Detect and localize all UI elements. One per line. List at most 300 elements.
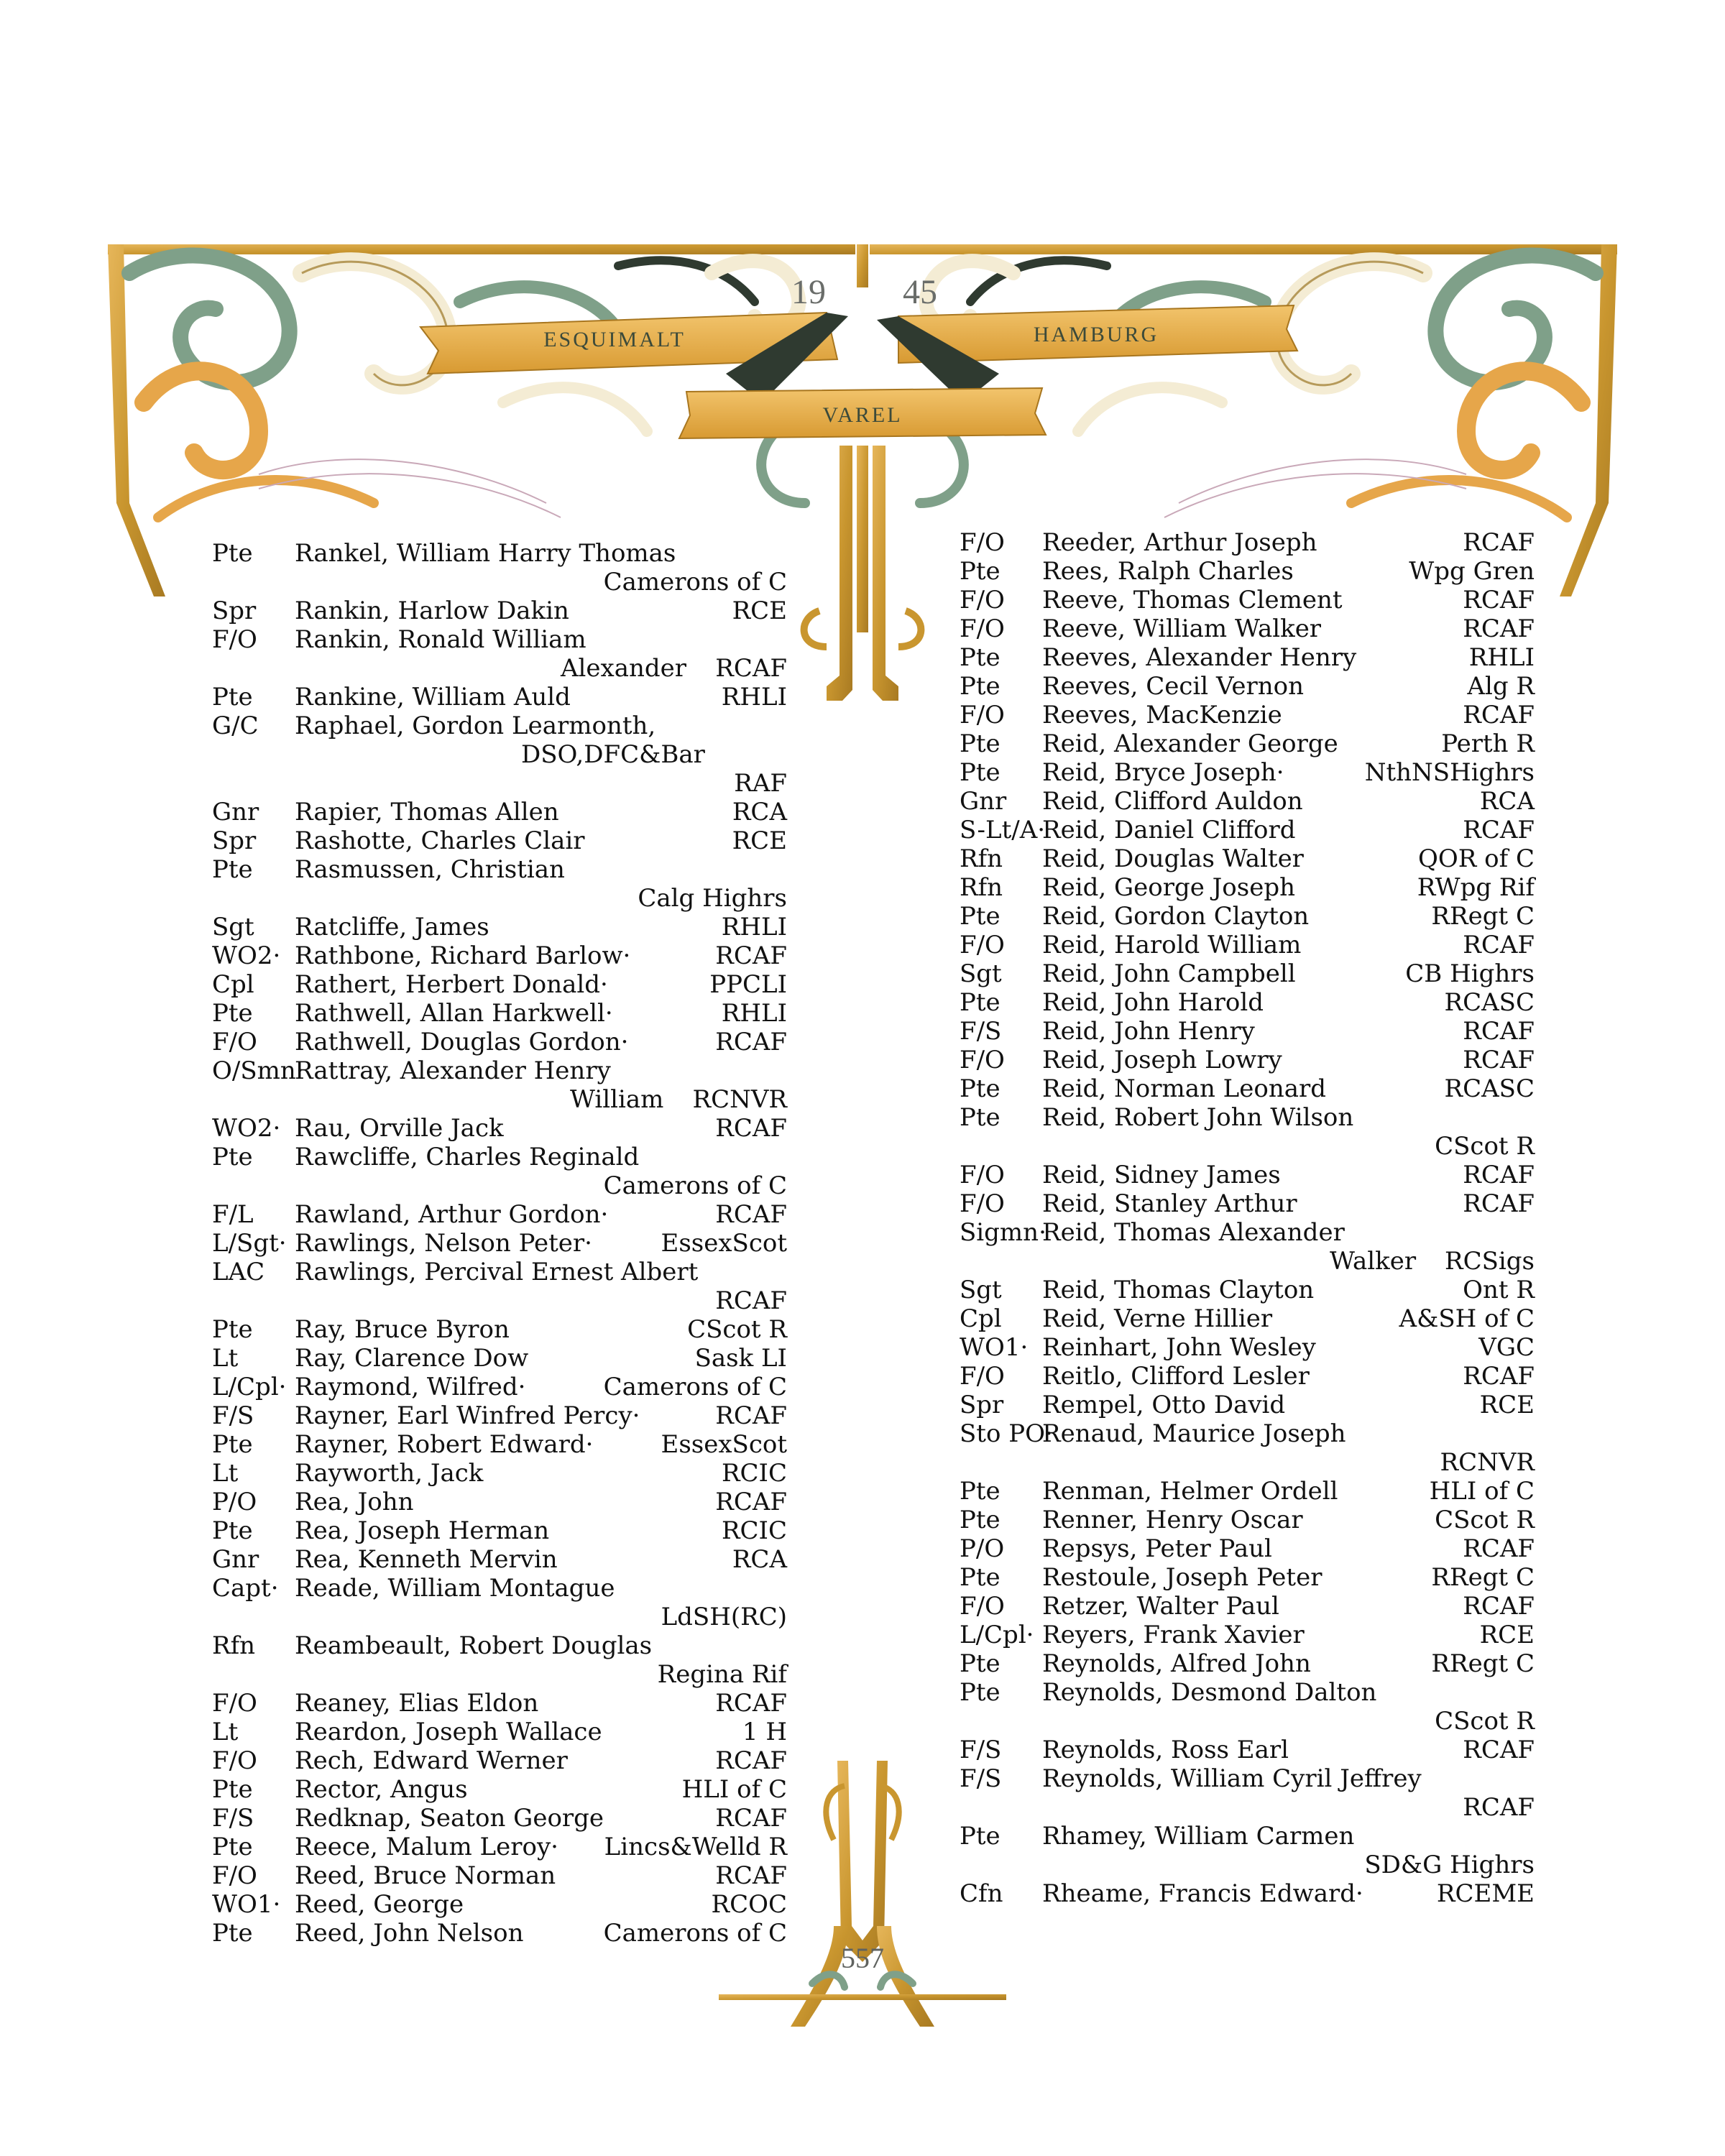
entry-unit: RCA bbox=[732, 798, 787, 826]
entry-unit: RCAF bbox=[715, 1028, 787, 1056]
honour-roll-entry bbox=[212, 1545, 787, 1574]
honour-roll-entry bbox=[212, 1229, 787, 1258]
entry-unit: QOR of C bbox=[1417, 844, 1535, 873]
entry-name: Reid, Joseph Lowry bbox=[1042, 1046, 1282, 1074]
entry-name: Reid, Verne Hillier bbox=[1042, 1304, 1273, 1333]
entry-unit: SD&G Highrs bbox=[1364, 1851, 1535, 1879]
entry-unit: CB Highrs bbox=[1405, 959, 1535, 988]
entry-rank: F/O bbox=[960, 1362, 1005, 1391]
entry-rank: Pte bbox=[212, 1143, 253, 1171]
entry-name: Renner, Henry Oscar bbox=[1042, 1506, 1303, 1534]
entry-rank: F/O bbox=[960, 1592, 1005, 1621]
entry-name: Redknap, Seaton George bbox=[295, 1804, 604, 1833]
entry-rank: Pte bbox=[212, 1516, 253, 1545]
entry-name-continued: Walker bbox=[1330, 1247, 1417, 1276]
entry-name: Rempel, Otto David bbox=[1042, 1391, 1286, 1419]
entry-name: Rau, Orville Jack bbox=[295, 1114, 504, 1143]
entry-rank: Pte bbox=[960, 1678, 1000, 1707]
entry-unit: RCA bbox=[1479, 787, 1535, 816]
entry-rank: Sgt bbox=[212, 913, 254, 941]
entry-unit: Camerons of C bbox=[603, 1919, 787, 1948]
entry-name: Rawland, Arthur Gordon· bbox=[295, 1200, 609, 1229]
entry-unit: RCE bbox=[1479, 1621, 1535, 1649]
right-scroll-ornament bbox=[970, 256, 1596, 517]
entry-name: Rhamey, William Carmen bbox=[1042, 1822, 1355, 1851]
entry-rank: F/O bbox=[960, 931, 1005, 959]
entry-rank: Pte bbox=[960, 1563, 1000, 1592]
entry-rank: Pte bbox=[212, 1833, 253, 1861]
entry-name: Reid, Gordon Clayton bbox=[1042, 902, 1310, 931]
entry-rank: Pte bbox=[960, 557, 1000, 586]
entry-unit: HLI of C bbox=[1429, 1477, 1535, 1506]
entry-unit: Calg Highrs bbox=[638, 884, 787, 913]
left-scroll-ornament bbox=[129, 256, 755, 517]
honour-roll-entry bbox=[212, 1056, 787, 1114]
entry-unit: RAF bbox=[734, 769, 787, 798]
honour-roll-entry bbox=[960, 787, 1535, 816]
entry-name: Rankin, Harlow Dakin bbox=[295, 596, 569, 625]
entry-rank: Lt bbox=[212, 1344, 239, 1373]
honour-roll-entry bbox=[212, 1746, 787, 1775]
entry-unit: RCIC bbox=[721, 1459, 787, 1488]
entry-rank: F/O bbox=[960, 614, 1005, 643]
ribbon-label-varel: VAREL bbox=[822, 403, 903, 427]
honour-roll-entry bbox=[212, 1200, 787, 1229]
entry-unit: VGC bbox=[1478, 1333, 1535, 1362]
honour-roll-entry bbox=[960, 1419, 1535, 1477]
honour-roll-entry bbox=[960, 1304, 1535, 1333]
entry-name: Ray, Clarence Dow bbox=[295, 1344, 529, 1373]
honour-roll-entry bbox=[960, 844, 1535, 873]
entry-name: Reyers, Frank Xavier bbox=[1042, 1621, 1305, 1649]
honour-roll-entry bbox=[960, 528, 1535, 557]
entry-name: Reed, John Nelson bbox=[295, 1919, 524, 1948]
entry-name: Reambeault, Robert Douglas bbox=[295, 1631, 653, 1660]
entry-name: Reid, Daniel Clifford bbox=[1042, 816, 1296, 844]
honour-roll-entry bbox=[960, 729, 1535, 758]
honour-roll-entry bbox=[960, 1563, 1535, 1592]
entry-name: Ratcliffe, James bbox=[295, 913, 489, 941]
entry-rank: O/Smn· bbox=[212, 1056, 304, 1085]
honour-roll-entry bbox=[212, 1919, 787, 1948]
entry-rank: F/O bbox=[960, 701, 1005, 729]
entry-name: Reinhart, John Wesley bbox=[1042, 1333, 1316, 1362]
honour-roll-entry bbox=[960, 1074, 1535, 1103]
entry-name-continued: Alexander bbox=[561, 654, 687, 683]
entry-unit: Camerons of C bbox=[603, 568, 787, 596]
entry-rank: Cpl bbox=[960, 1304, 1002, 1333]
entry-rank: Sgt bbox=[960, 959, 1002, 988]
entry-unit: Lincs&Welld R bbox=[604, 1833, 787, 1861]
entry-name: Reid, John Henry bbox=[1042, 1017, 1255, 1046]
entry-name: Reynolds, Desmond Dalton bbox=[1042, 1678, 1377, 1707]
entry-rank: F/O bbox=[960, 1189, 1005, 1218]
entry-unit: RWpg Rif bbox=[1417, 873, 1535, 902]
honour-roll-entry bbox=[960, 1103, 1535, 1161]
entry-name: Rayner, Robert Edward· bbox=[295, 1430, 594, 1459]
entry-unit: RCAF bbox=[715, 1401, 787, 1430]
entry-unit: RRegt C bbox=[1431, 902, 1535, 931]
entry-rank: Cfn bbox=[960, 1879, 1003, 1908]
entry-name: Rathwell, Allan Harkwell· bbox=[295, 999, 613, 1028]
entry-unit: RCAF bbox=[715, 1746, 787, 1775]
entry-rank: Rfn bbox=[212, 1631, 256, 1660]
ribbon-label-esquimalt: ESQUIMALT bbox=[543, 328, 686, 351]
honour-roll-entry bbox=[960, 931, 1535, 959]
honour-roll-entry bbox=[212, 625, 787, 683]
entry-name: Rapier, Thomas Allen bbox=[295, 798, 559, 826]
honour-roll-entry bbox=[960, 873, 1535, 902]
entry-rank: Pte bbox=[960, 729, 1000, 758]
entry-rank: Pte bbox=[212, 1430, 253, 1459]
entry-unit: RCAF bbox=[715, 1804, 787, 1833]
honour-roll-entry bbox=[960, 1477, 1535, 1506]
entry-unit: RCOC bbox=[711, 1890, 787, 1919]
entry-name: Rech, Edward Werner bbox=[295, 1746, 568, 1775]
entry-name: Reid, Stanley Arthur bbox=[1042, 1189, 1297, 1218]
honour-roll-entry bbox=[212, 855, 787, 913]
entry-unit: RCAF bbox=[1463, 1161, 1535, 1189]
honour-roll-entry bbox=[212, 1430, 787, 1459]
entry-unit: RCAF bbox=[715, 1689, 787, 1718]
entry-unit: RCAF bbox=[1463, 1362, 1535, 1391]
entry-unit: CScot R bbox=[1435, 1132, 1535, 1161]
entry-unit: Alg R bbox=[1467, 672, 1535, 701]
entry-name: Reid, Alexander George bbox=[1042, 729, 1338, 758]
entry-name: Reeder, Arthur Joseph bbox=[1042, 528, 1317, 557]
entry-rank: F/L bbox=[212, 1200, 254, 1229]
honour-roll-entry bbox=[212, 1143, 787, 1200]
honour-roll-entry bbox=[212, 1459, 787, 1488]
entry-unit: RCAF bbox=[1463, 1793, 1535, 1822]
entry-unit: RHLI bbox=[721, 913, 787, 941]
entry-rank: Pte bbox=[212, 1315, 253, 1344]
honour-roll-entry bbox=[212, 1804, 787, 1833]
entry-rank: Pte bbox=[960, 988, 1000, 1017]
entry-rank: Gnr bbox=[212, 1545, 259, 1574]
entry-unit: RCA bbox=[732, 1545, 787, 1574]
entry-rank: F/S bbox=[960, 1736, 1002, 1764]
entry-name: Rawcliffe, Charles Reginald bbox=[295, 1143, 640, 1171]
entry-rank: Pte bbox=[212, 1775, 253, 1804]
entry-unit: RCAF bbox=[1463, 1736, 1535, 1764]
entry-name: Reid, John Campbell bbox=[1042, 959, 1296, 988]
entry-name: Raphael, Gordon Learmonth, bbox=[295, 711, 656, 740]
entry-unit: RCIC bbox=[721, 1516, 787, 1545]
entry-name: Reid, Clifford Auldon bbox=[1042, 787, 1303, 816]
entry-rank: Pte bbox=[960, 1822, 1000, 1851]
entry-unit: RCAF bbox=[715, 1861, 787, 1890]
honour-roll-entry bbox=[212, 913, 787, 941]
entry-rank: Gnr bbox=[960, 787, 1007, 816]
entry-name: Ray, Bruce Byron bbox=[295, 1315, 510, 1344]
entry-rank: Spr bbox=[212, 826, 257, 855]
entry-name: Rathbone, Richard Barlow· bbox=[295, 941, 631, 970]
honour-roll-entry bbox=[960, 1046, 1535, 1074]
entry-unit: CScot R bbox=[1435, 1506, 1535, 1534]
entry-unit: RCAF bbox=[1463, 1534, 1535, 1563]
entry-name: Reece, Malum Leroy· bbox=[295, 1833, 558, 1861]
entry-unit: EssexScot bbox=[661, 1430, 787, 1459]
entry-rank: Spr bbox=[960, 1391, 1004, 1419]
entry-name: Rankel, William Harry Thomas bbox=[295, 539, 676, 568]
entry-rank: Spr bbox=[212, 596, 257, 625]
honour-roll-entry bbox=[960, 988, 1535, 1017]
entry-name: Rathwell, Douglas Gordon· bbox=[295, 1028, 629, 1056]
entry-rank: Pte bbox=[960, 902, 1000, 931]
honour-roll-entry bbox=[212, 1574, 787, 1631]
honour-roll-entry bbox=[212, 1861, 787, 1890]
entry-rank: Pte bbox=[960, 1074, 1000, 1103]
honour-roll-entry bbox=[960, 1621, 1535, 1649]
entry-name: Repsys, Peter Paul bbox=[1042, 1534, 1272, 1563]
entry-name: Reid, Robert John Wilson bbox=[1042, 1103, 1354, 1132]
entry-unit: EssexScot bbox=[661, 1229, 787, 1258]
entry-rank: Lt bbox=[212, 1718, 239, 1746]
honour-roll-entry bbox=[212, 826, 787, 855]
entry-unit: RCAF bbox=[715, 1200, 787, 1229]
entry-unit: RHLI bbox=[721, 683, 787, 711]
entry-name: Rea, Kenneth Mervin bbox=[295, 1545, 558, 1574]
entry-name: Rankine, William Auld bbox=[295, 683, 571, 711]
honour-roll-entry bbox=[212, 1114, 787, 1143]
entry-unit: RHLI bbox=[1468, 643, 1535, 672]
honour-roll-entry bbox=[960, 1678, 1535, 1736]
honour-roll-entry bbox=[212, 1373, 787, 1401]
honour-roll-entry bbox=[960, 701, 1535, 729]
entry-name: Reaney, Elias Eldon bbox=[295, 1689, 539, 1718]
entry-name: Renman, Helmer Ordell bbox=[1042, 1477, 1338, 1506]
entry-unit: Camerons of C bbox=[603, 1373, 787, 1401]
entry-rank: F/O bbox=[212, 1028, 257, 1056]
entry-rank: Pte bbox=[960, 1506, 1000, 1534]
honour-roll-entry bbox=[212, 1689, 787, 1718]
entry-rank: Gnr bbox=[212, 798, 259, 826]
entry-rank: F/O bbox=[960, 586, 1005, 614]
entry-rank: WO1· bbox=[212, 1890, 281, 1919]
entry-unit: RCAF bbox=[715, 654, 787, 683]
entry-name: Rea, Joseph Herman bbox=[295, 1516, 550, 1545]
entry-name: Reeves, Cecil Vernon bbox=[1042, 672, 1305, 701]
entry-rank: P/O bbox=[960, 1534, 1005, 1563]
entry-name: Rawlings, Percival Ernest Albert bbox=[295, 1258, 699, 1286]
entry-unit: 1 H bbox=[742, 1718, 787, 1746]
entry-unit: LdSH(RC) bbox=[661, 1603, 787, 1631]
entry-rank: F/O bbox=[960, 528, 1005, 557]
entry-rank: Rfn bbox=[960, 844, 1003, 873]
honour-roll-entry bbox=[212, 1028, 787, 1056]
honour-roll-entry bbox=[960, 1333, 1535, 1362]
entry-name: Rayworth, Jack bbox=[295, 1459, 484, 1488]
entry-rank: WO2· bbox=[212, 1114, 281, 1143]
entry-rank: L/Cpl· bbox=[960, 1621, 1034, 1649]
honour-roll-entry bbox=[960, 1534, 1535, 1563]
entry-name: Rayner, Earl Winfred Percy· bbox=[295, 1401, 640, 1430]
year-left: 19 bbox=[791, 273, 826, 311]
entry-unit: RCASC bbox=[1444, 1074, 1535, 1103]
honour-roll-entry bbox=[960, 1276, 1535, 1304]
honour-roll-entry bbox=[212, 1775, 787, 1804]
honour-roll-entry bbox=[212, 683, 787, 711]
honour-roll-entry bbox=[960, 816, 1535, 844]
entry-rank: Pte bbox=[960, 1649, 1000, 1678]
entry-rank: F/S bbox=[212, 1804, 254, 1833]
entry-unit: RCNVR bbox=[692, 1085, 787, 1114]
entry-unit: RCAF bbox=[1463, 1189, 1535, 1218]
entry-unit: A&SH of C bbox=[1399, 1304, 1535, 1333]
entry-rank: WO1· bbox=[960, 1333, 1029, 1362]
honour-roll-entry bbox=[212, 999, 787, 1028]
entry-unit: CScot R bbox=[1435, 1707, 1535, 1736]
honour-roll-entry bbox=[212, 1344, 787, 1373]
honour-roll-entry bbox=[960, 557, 1535, 586]
entry-unit: NthNSHighrs bbox=[1364, 758, 1535, 787]
entry-unit: RCE bbox=[732, 596, 787, 625]
entry-name: Reeve, Thomas Clement bbox=[1042, 586, 1343, 614]
entry-name: Reed, George bbox=[295, 1890, 464, 1919]
entry-unit: Sask LI bbox=[694, 1344, 787, 1373]
entry-rank: Pte bbox=[960, 672, 1000, 701]
honour-roll-entry bbox=[212, 970, 787, 999]
entry-name: Reid, Thomas Clayton bbox=[1042, 1276, 1315, 1304]
entry-name: Reid, Bryce Joseph· bbox=[1042, 758, 1284, 787]
entry-unit: RCAF bbox=[1463, 1017, 1535, 1046]
honour-roll-entry bbox=[960, 1161, 1535, 1189]
entry-unit: Perth R bbox=[1441, 729, 1535, 758]
entry-rank: F/O bbox=[212, 625, 257, 654]
entry-name: Reid, Thomas Alexander bbox=[1042, 1218, 1345, 1247]
honour-roll-entry bbox=[212, 711, 787, 798]
page-number: 557 bbox=[841, 1942, 884, 1974]
entry-name: Reynolds, Ross Earl bbox=[1042, 1736, 1289, 1764]
entry-unit: RCAF bbox=[1463, 614, 1535, 643]
entry-name: Restoule, Joseph Peter bbox=[1042, 1563, 1322, 1592]
entry-rank: F/O bbox=[212, 1689, 257, 1718]
honour-roll-entry bbox=[960, 1017, 1535, 1046]
entry-rank: F/O bbox=[960, 1161, 1005, 1189]
entry-name: Reid, Douglas Walter bbox=[1042, 844, 1304, 873]
entry-rank: Cpl bbox=[212, 970, 254, 999]
honour-roll-entry bbox=[212, 539, 787, 596]
entry-rank: Pte bbox=[960, 758, 1000, 787]
honour-roll-entry bbox=[212, 596, 787, 625]
honour-roll-entry bbox=[960, 1362, 1535, 1391]
entry-rank: F/O bbox=[212, 1746, 257, 1775]
entry-unit: RCEME bbox=[1436, 1879, 1535, 1908]
entry-unit: RCAF bbox=[1463, 1046, 1535, 1074]
entry-rank: Pte bbox=[960, 1103, 1000, 1132]
entry-name-continued: DSO,DFC&Bar bbox=[521, 740, 705, 769]
honour-roll-entry bbox=[212, 798, 787, 826]
entry-name: Rawlings, Nelson Peter· bbox=[295, 1229, 592, 1258]
honour-roll-entry bbox=[212, 1718, 787, 1746]
entry-unit: RCAF bbox=[715, 1286, 787, 1315]
entry-name: Rees, Ralph Charles bbox=[1042, 557, 1294, 586]
entry-rank: G/C bbox=[212, 711, 259, 740]
entry-name: Reade, William Montague bbox=[295, 1574, 615, 1603]
entry-name: Reardon, Joseph Wallace bbox=[295, 1718, 602, 1746]
entry-unit: RCAF bbox=[1463, 528, 1535, 557]
honour-roll-entry bbox=[960, 1649, 1535, 1678]
honour-roll-entry bbox=[960, 586, 1535, 614]
entry-unit: RCAF bbox=[1463, 586, 1535, 614]
honour-roll-entry bbox=[212, 1315, 787, 1344]
entry-name: Reid, Norman Leonard bbox=[1042, 1074, 1327, 1103]
honour-roll-entry bbox=[212, 1488, 787, 1516]
honour-roll-entry bbox=[212, 1833, 787, 1861]
entry-unit: RCAF bbox=[715, 941, 787, 970]
entry-unit: Ont R bbox=[1463, 1276, 1535, 1304]
honour-roll-entry bbox=[960, 1592, 1535, 1621]
entry-unit: RCE bbox=[1479, 1391, 1535, 1419]
honour-roll-entry bbox=[960, 1506, 1535, 1534]
entry-name: Reeves, MacKenzie bbox=[1042, 701, 1282, 729]
entry-rank: F/O bbox=[212, 1861, 257, 1890]
entry-name: Reynolds, William Cyril Jeffrey bbox=[1042, 1764, 1422, 1793]
entry-unit: RCAF bbox=[1463, 701, 1535, 729]
entry-rank: L/Sgt· bbox=[212, 1229, 287, 1258]
entry-rank: P/O bbox=[212, 1488, 257, 1516]
entry-unit: RRegt C bbox=[1431, 1563, 1535, 1592]
entry-name: Raymond, Wilfred· bbox=[295, 1373, 526, 1401]
honour-roll-entry bbox=[960, 1189, 1535, 1218]
honour-roll-entry bbox=[960, 643, 1535, 672]
entry-unit: Camerons of C bbox=[603, 1171, 787, 1200]
honour-roll-entry bbox=[960, 902, 1535, 931]
entry-rank: Sigmn· bbox=[960, 1218, 1046, 1247]
entry-unit: RCNVR bbox=[1440, 1448, 1535, 1477]
entry-name: Rashotte, Charles Clair bbox=[295, 826, 585, 855]
entry-name: Reed, Bruce Norman bbox=[295, 1861, 556, 1890]
entry-name: Retzer, Walter Paul bbox=[1042, 1592, 1279, 1621]
honour-roll-entry bbox=[960, 758, 1535, 787]
entry-name: Rattray, Alexander Henry bbox=[295, 1056, 611, 1085]
entry-unit: CScot R bbox=[687, 1315, 787, 1344]
entry-unit: RCASC bbox=[1444, 988, 1535, 1017]
entry-unit: RRegt C bbox=[1431, 1649, 1535, 1678]
entry-unit: Regina Rif bbox=[657, 1660, 787, 1689]
honour-roll-entry bbox=[212, 1401, 787, 1430]
ribbon-label-hamburg: HAMBURG bbox=[1033, 323, 1159, 346]
entry-rank: Sgt bbox=[960, 1276, 1002, 1304]
center-stem bbox=[804, 446, 921, 701]
honour-roll-entry bbox=[960, 1736, 1535, 1764]
entry-name: Rector, Angus bbox=[295, 1775, 468, 1804]
entry-name: Reitlo, Clifford Lesler bbox=[1042, 1362, 1310, 1391]
entry-unit: RCAF bbox=[1463, 931, 1535, 959]
entry-rank: S-Lt/A· bbox=[960, 816, 1046, 844]
entry-name: Rea, John bbox=[295, 1488, 414, 1516]
entry-unit: Wpg Gren bbox=[1409, 557, 1535, 586]
honour-roll-entry bbox=[960, 672, 1535, 701]
honour-roll-entry bbox=[212, 941, 787, 970]
entry-rank: Rfn bbox=[960, 873, 1003, 902]
entry-rank: L/Cpl· bbox=[212, 1373, 287, 1401]
honour-roll-entry bbox=[212, 1516, 787, 1545]
entry-rank: Pte bbox=[960, 643, 1000, 672]
entry-name: Reid, John Harold bbox=[1042, 988, 1264, 1017]
entry-name: Rankin, Ronald William bbox=[295, 625, 586, 654]
entry-name-continued: William bbox=[570, 1085, 664, 1114]
entry-name: Reid, Harold William bbox=[1042, 931, 1302, 959]
entry-unit: RCE bbox=[732, 826, 787, 855]
entry-unit: HLI of C bbox=[681, 1775, 787, 1804]
entry-rank: LAC bbox=[212, 1258, 265, 1286]
entry-unit: RCSigs bbox=[1445, 1247, 1535, 1276]
entry-rank: F/O bbox=[960, 1046, 1005, 1074]
year-right: 45 bbox=[903, 273, 937, 311]
honour-roll-entry bbox=[212, 1631, 787, 1689]
